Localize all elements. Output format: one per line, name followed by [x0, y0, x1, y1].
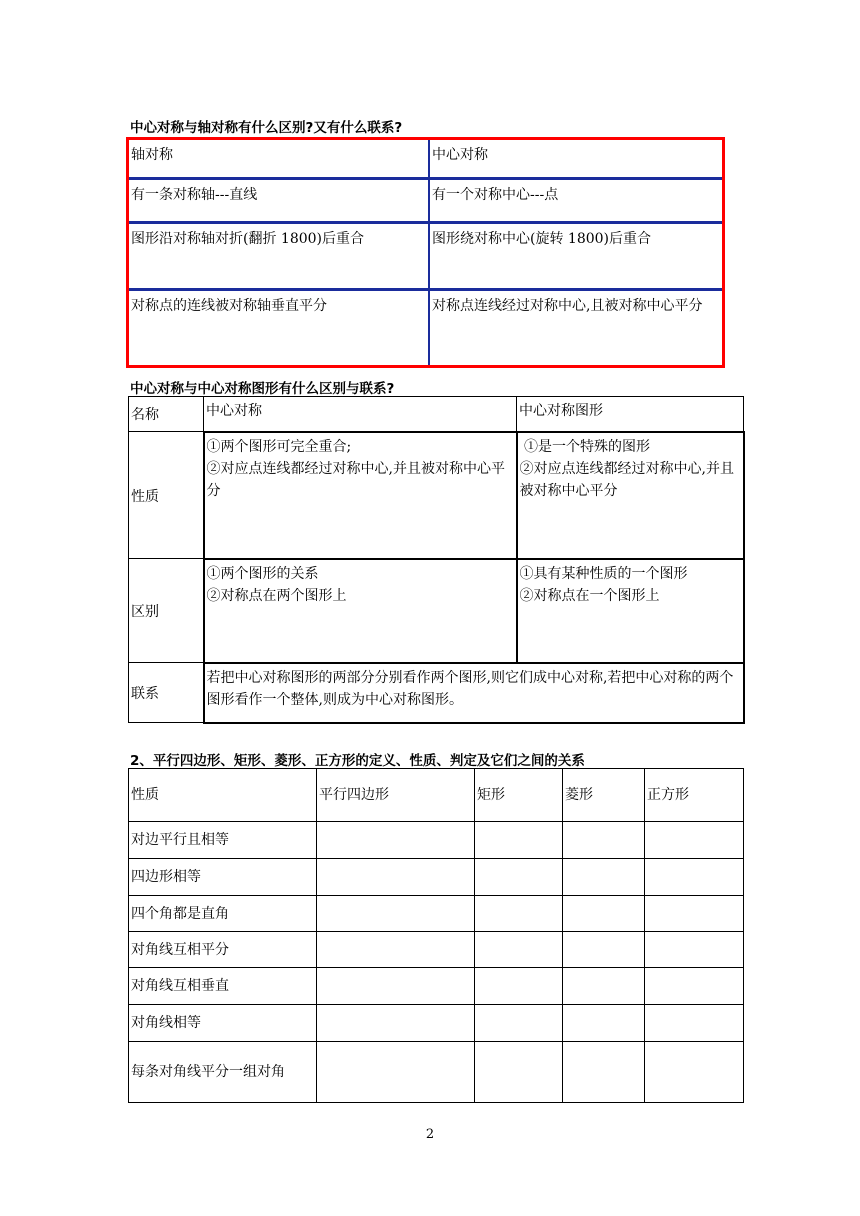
- section3-title: 2、平行四边形、矩形、菱形、正方形的定义、性质、判定及它们之间的关系: [130, 753, 585, 769]
- t2-line: ①两个图形可完全重合;: [206, 438, 352, 455]
- t3-empty-cell: [475, 896, 563, 932]
- section2-title: 中心对称与中心对称图形有什么区别与联系?: [130, 381, 395, 397]
- t3-row-label: 对角线互相平分: [129, 932, 317, 968]
- t1-cell: 中心对称: [429, 140, 722, 178]
- t3-empty-cell: [475, 932, 563, 968]
- t2-cell: [204, 559, 517, 663]
- t2-cell: [517, 432, 744, 559]
- t2-header-cell: 中心对称图形: [517, 397, 744, 432]
- t1-cell: 对称点连线经过对称中心,且被对称中心平分: [429, 289, 722, 365]
- t1-cell: 轴对称: [129, 140, 429, 178]
- axis-vs-center-symmetry-table: [129, 140, 722, 365]
- t3-row-label: 每条对角线平分一组对角: [129, 1042, 317, 1103]
- t2-line: ②对应点连线都经过对称中心,并且被对称中心平分: [519, 460, 734, 499]
- t1-cell: 对称点的连线被对称轴垂直平分: [129, 289, 429, 365]
- axis-vs-center-symmetry-table-frame: [126, 137, 725, 368]
- t2-line: ①是一个特殊的图形: [519, 438, 650, 455]
- t3-row-label: 对角线相等: [129, 1005, 317, 1042]
- t3-empty-cell: [645, 859, 744, 896]
- t3-row-label: 对角线互相垂直: [129, 968, 317, 1005]
- t3-row-label: 四边形相等: [129, 859, 317, 896]
- t1-cell: 图形沿对称轴对折(翻折 1800)后重合: [129, 222, 429, 289]
- t2-header-cell: 名称: [129, 397, 204, 432]
- t2-cell: [204, 432, 517, 559]
- t3-empty-cell: [475, 859, 563, 896]
- t3-header-cell: 矩形: [475, 769, 563, 822]
- t3-empty-cell: [563, 1042, 645, 1103]
- t2-line: ①两个图形的关系: [206, 565, 319, 582]
- t3-empty-cell: [563, 822, 645, 859]
- t3-empty-cell: [563, 896, 645, 932]
- t3-header-cell: 平行四边形: [317, 769, 475, 822]
- t3-empty-cell: [563, 968, 645, 1005]
- t2-row-label: 性质: [129, 432, 204, 559]
- page-number: 2: [425, 1127, 435, 1142]
- t3-header-cell: 正方形: [645, 769, 744, 822]
- t3-row-label: 对边平行且相等: [129, 822, 317, 859]
- t3-empty-cell: [475, 1042, 563, 1103]
- t2-cell: [517, 559, 744, 663]
- t1-cell: 图形绕对称中心(旋转 1800)后重合: [429, 222, 722, 289]
- t3-header-cell: 性质: [129, 769, 317, 822]
- t3-empty-cell: [317, 968, 475, 1005]
- t3-empty-cell: [317, 1042, 475, 1103]
- t3-empty-cell: [475, 822, 563, 859]
- t3-empty-cell: [563, 859, 645, 896]
- t3-empty-cell: [563, 932, 645, 968]
- t2-line: ②对应点连线都经过对称中心,并且被对称中心平分: [206, 460, 505, 499]
- t2-row-label: 区别: [129, 559, 204, 663]
- t1-cell: 有一个对称中心---点: [429, 178, 722, 222]
- t3-empty-cell: [317, 932, 475, 968]
- t3-empty-cell: [645, 968, 744, 1005]
- t2-row-label: 联系: [129, 663, 204, 723]
- t1-cell: 有一条对称轴---直线: [129, 178, 429, 222]
- t3-empty-cell: [645, 1005, 744, 1042]
- t3-empty-cell: [563, 1005, 645, 1042]
- t3-empty-cell: [645, 822, 744, 859]
- t2-relation-text: 若把中心对称图形的两部分分别看作两个图形,则它们成中心对称,若把中心对称的两个图形看作一个整体,则成为中心对称图形。: [204, 663, 744, 723]
- section1-title: 中心对称与轴对称有什么区别?又有什么联系?: [130, 120, 403, 136]
- t3-row-label: 四个角都是直角: [129, 896, 317, 932]
- center-symmetry-vs-figure-table: [128, 396, 745, 724]
- quadrilateral-properties-table: [128, 768, 744, 1103]
- t3-empty-cell: [645, 932, 744, 968]
- t3-empty-cell: [475, 1005, 563, 1042]
- t2-line: ②对称点在两个图形上: [206, 587, 347, 604]
- t2-line: ①具有某种性质的一个图形: [519, 565, 688, 582]
- t3-header-cell: 菱形: [563, 769, 645, 822]
- t3-empty-cell: [645, 1042, 744, 1103]
- t3-empty-cell: [317, 822, 475, 859]
- t3-empty-cell: [317, 1005, 475, 1042]
- t3-empty-cell: [645, 896, 744, 932]
- t3-empty-cell: [475, 968, 563, 1005]
- t3-empty-cell: [317, 896, 475, 932]
- t2-line: ②对称点在一个图形上: [519, 587, 660, 604]
- t3-empty-cell: [317, 859, 475, 896]
- t2-header-cell: 中心对称: [204, 397, 517, 432]
